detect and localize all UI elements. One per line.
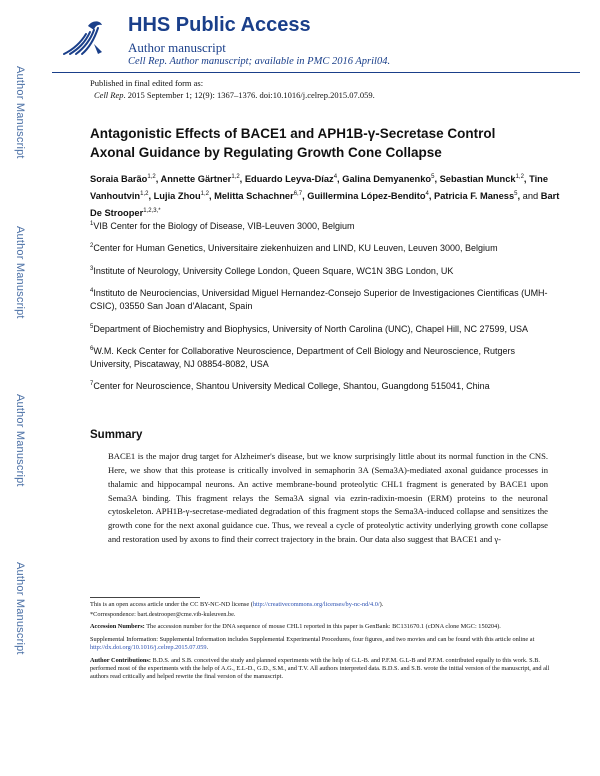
author-name-text: Melitta Schachner [214, 191, 294, 202]
affiliation-item [90, 218, 550, 233]
author-affiliation-marker: 1,2 [200, 191, 209, 198]
author-name [245, 174, 337, 184]
author-name-text: Guillermina López-Bendito [307, 191, 426, 202]
affiliation-text: Instituto de Neurociencias, Universidad Miguel Hernandez-Consejo Superior de Investigaciones Cientificas (UMH-CSIC), 03550 San Joan d'Alacant, Spain [90, 288, 548, 312]
author-name [90, 174, 156, 184]
affiliation-number: 2 [90, 243, 94, 250]
author-name [434, 191, 517, 201]
contributions-note [90, 657, 552, 682]
author-name-text: Bart De Strooper [90, 191, 560, 219]
author-affiliation-marker: 4 [425, 191, 429, 198]
author-affiliation-marker: 6,7 [293, 191, 303, 198]
author-name-text: Eduardo Leyva-Díaz [244, 174, 334, 185]
affiliation-text: VIB Center for the Biology of Disease, VIB-Leuven 3000, Belgium [93, 221, 355, 231]
footnote-divider [90, 597, 200, 598]
affiliation-number: 5 [90, 323, 94, 330]
author-name-text: Patricia F. Maness [434, 191, 515, 202]
affiliation-text: Institute of Neurology, University College London, Queen Square, WC1N 3BG London, UK [93, 265, 454, 276]
license-note [90, 601, 552, 609]
author-affiliation-marker: 4 [333, 174, 338, 180]
header-divider [52, 72, 580, 73]
license-suffix: ). [379, 601, 384, 608]
affiliation-item [90, 378, 550, 393]
affiliation-text: Department of Biochemistry and Biophysics, University of North Carolina (UNC), Chapel Hill, NC 27599, USA [93, 323, 529, 334]
sidebar-label-author-manuscript: Author Manuscript [14, 66, 26, 159]
published-in-label: Published in final edited form as: [90, 78, 204, 88]
author-list: Soraia Barão$^{1,2}$, Annette Gärtner$^{1,2}$, Eduardo Leyva-Díaz$^4$, Galina Demyanenko$^5$, Sebastian Munck$^{1,2}$, Tine Vanhoutvin$^{1,2}$, Lujia Zhou$^{1,2}$, Melitta Schachner$^{6,7}$, Guillermina López-Bendito$^4$, Patricia F. Maness$^5$, and Bart De Strooper$^{1,2,3,*}$ [90, 174, 560, 219]
publication-note [90, 77, 375, 101]
sidebar-label-author-manuscript: Author Manuscript [14, 226, 26, 319]
citation-line [90, 89, 375, 101]
correspondence-note: *Correspondence: bart.destrooper@cme.vib-kuleuven.be. [90, 610, 236, 618]
author-name-text: Tine Vanhoutvin [90, 174, 549, 202]
footnotes [90, 601, 552, 683]
sidebar-label-author-manuscript: Author Manuscript [14, 562, 26, 655]
author-name [154, 191, 209, 201]
supplemental-note [90, 636, 552, 653]
supplemental-text: Supplemental Information: Supplemental Information includes Supplemental Experimental Procedures, four figures, and two movies and can be found with this article online at [90, 635, 535, 643]
author-affiliation-marker: 1,2 [140, 191, 149, 198]
hhs-public-access-title: HHS Public Access [128, 14, 311, 36]
contributions-text: B.D.S. and S.B. conceived the study and planned experiments with the help of G.L-B. and P.F.M. G.L-B and P.F.M. contributed equally to this work. S.B. performed most of the experiments with the help of A.G., E.L-D., G.D., S.M., and T.V. All authors interpreted data. B.D.S. and S.B. wrote the initial version of the manuscript, and all authors read critically and helped rewrite the final version of the manuscript. [90, 656, 550, 681]
author-affiliation-marker: 1,2,3,* [143, 208, 161, 215]
affiliation-number: 1 [90, 221, 94, 227]
accession-text: The accession number for the DNA sequence of mouse CHL1 reported in this paper is GenBank: BC131670.1 (cDNA clone MGC: 150204). [144, 623, 501, 631]
author-affiliation-marker: 5 [514, 191, 518, 198]
author-name-text: Soraia Barão [90, 174, 148, 185]
affiliation-item [90, 285, 550, 313]
accession-note [90, 623, 552, 631]
affiliation-item [90, 263, 550, 278]
citation-journal: Cell Rep [94, 90, 124, 100]
journal-name: Cell Rep [128, 56, 165, 67]
author-name [307, 191, 429, 201]
author-affiliation-marker: 5 [431, 174, 435, 180]
affiliation-text: Center for Human Genetics, Universitaire ziekenhuizen and LIND, KU Leuven, Leuven 3000, Belgium [93, 243, 498, 254]
author-name [440, 174, 524, 184]
author-and: and [522, 191, 539, 202]
author-name-text: Lujia Zhou [153, 191, 201, 202]
affiliation-item [90, 343, 550, 371]
affiliation-number: 4 [90, 288, 94, 295]
affiliation-item [90, 240, 550, 255]
author-name [342, 174, 434, 184]
accession-label: Accession Numbers: [90, 623, 145, 631]
pmc-availability [128, 56, 390, 67]
summary-heading: Summary [90, 429, 143, 441]
author-name-text: Sebastian Munck [439, 174, 516, 185]
affiliation-text: W.M. Keck Center for Collaborative Neuroscience, Department of Cell Biology and Neuroscience, Rutgers University, Piscataway, NJ 08854-8082, USA [90, 345, 516, 369]
license-prefix: This is an open access article under the CC BY-NC-ND license ( [90, 601, 253, 608]
affiliation-number: 3 [90, 265, 94, 272]
author-name [214, 191, 302, 201]
supplemental-suffix: . [206, 644, 209, 652]
availability-text: . Author manuscript; available in PMC 2016 April04. [164, 56, 391, 67]
affiliation-item [90, 321, 550, 336]
license-link[interactable]: http://creativecommons.org/licenses/by-nc-nd/4.0/ [252, 601, 380, 608]
author-name-text: Galina Demyanenko [342, 174, 432, 185]
contributions-label: Author Contributions: [90, 656, 151, 664]
author-affiliation-marker: 1,2 [147, 174, 156, 180]
affiliation-number: 7 [90, 381, 94, 388]
hhs-eagle-logo-icon [58, 16, 106, 60]
affiliation-number: 6 [90, 345, 94, 352]
author-name [161, 174, 240, 184]
citation-details: . 2015 September 1; 12(9): 1367–1376. doi:10.1016/j.celrep.2015.07.059. [123, 90, 375, 100]
author-name-text: Annette Gärtner [160, 174, 232, 185]
author-manuscript-subtitle: Author manuscript [128, 40, 226, 55]
sidebar-label-author-manuscript: Author Manuscript [14, 394, 26, 487]
article-title: Antagonistic Effects of BACE1 and APH1B-γ-Secretase Control Axonal Guidance by Regulating Growth Cone Collapse [90, 126, 496, 160]
affiliation-list [90, 218, 550, 401]
affiliation-text: Center for Neuroscience, Shantou University Medical College, Shantou, Guangdong 515041, China [93, 381, 490, 392]
summary-text: BACE1 is the major drug target for Alzheimer's disease, but we know surprisingly little about its normal function in the CNS. Here, we show that this protease is critically involved in semaphorin 3A (Sema3A)-mediated axonal guidance processes in thalamic and hippocampal neurons. An active membrane-bound proteolytic CHL1 fragment is generated by BACE1 upon Sema3A binding. This fragment relays the Sema3A signal via ezrin-radixin-moesin (ERM) proteins to the neuronal cytoskeleton. APH1B-γ-secretase-mediated degradation of this fragment stops the Sema3A-induced collapse and sensitizes the growth cone for the next axonal guidance cue. Thus, we reveal a cycle of proteolytic activity underlying growth cone collapse and restoration used by axons to find their correct trajectory in the brain. Our data also suggest that BACE1 and γ- [108, 451, 548, 545]
author-affiliation-marker: 1,2 [231, 174, 240, 180]
supplemental-link[interactable]: http://dx.doi.org/10.1016/j.celrep.2015.07.059 [90, 644, 207, 652]
author-affiliation-marker: 1,2 [515, 174, 524, 180]
